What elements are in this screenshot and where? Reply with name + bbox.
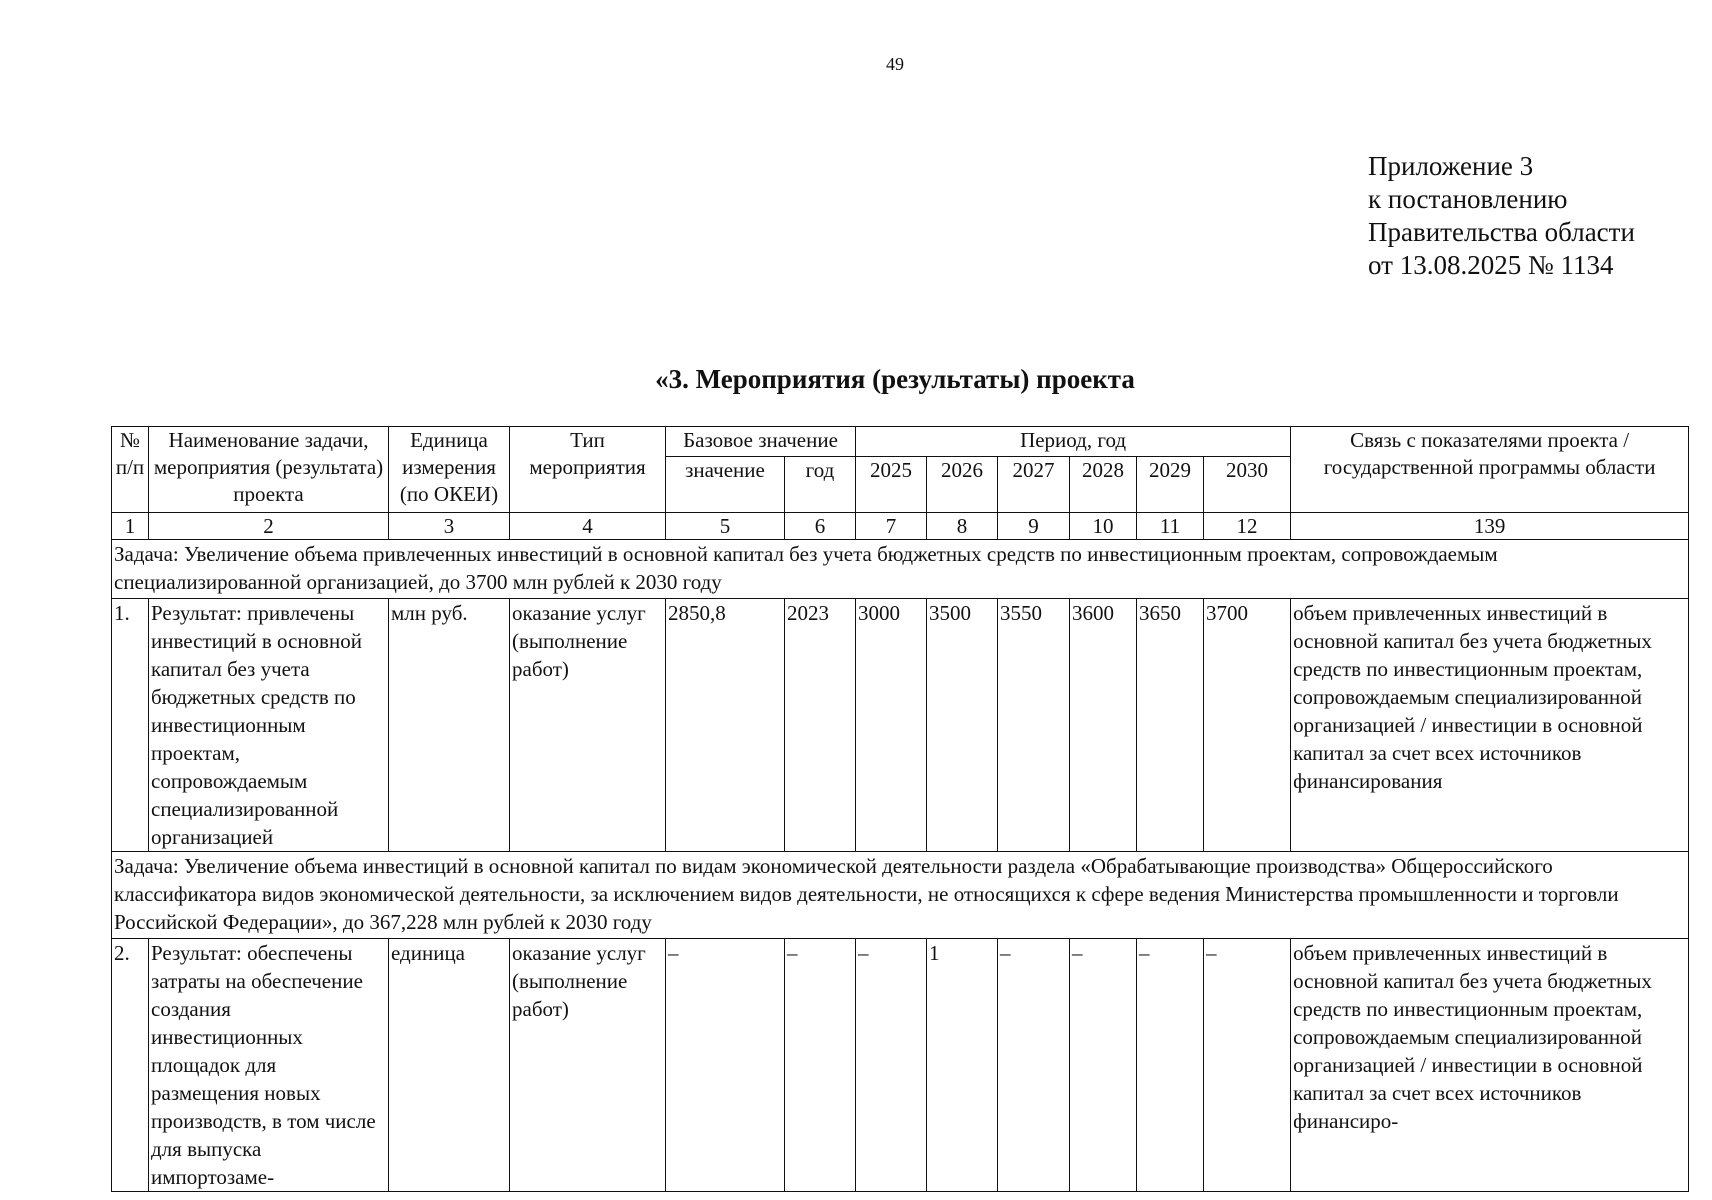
column-number: 1 (112, 513, 149, 540)
header-year: 2026 (927, 457, 998, 513)
appendix-line: от 13.08.2025 № 1134 (1368, 250, 1614, 280)
header-period: Период, год (856, 427, 1291, 457)
appendix-line: Правительства области (1368, 217, 1635, 247)
row-year-value: 3600 (1070, 599, 1137, 852)
header-base-year: год (785, 457, 856, 513)
row-year-value: – (856, 939, 927, 1192)
row-name: Результат: привлечены инвестиций в основной капитал без учета бюджетных средств по инвестиционным проектам, сопровождаемым специализированной организацией (149, 599, 389, 852)
row-year-value: 3700 (1204, 599, 1291, 852)
column-number: 10 (1070, 513, 1137, 540)
column-number: 6 (785, 513, 856, 540)
header-year: 2028 (1070, 457, 1137, 513)
row-type: оказание услуг (выполнение работ) (510, 939, 666, 1192)
header-type: Тип мероприятия (510, 427, 666, 513)
row-year-value: – (1137, 939, 1204, 1192)
row-unit: единица (389, 939, 510, 1192)
column-number: 4 (510, 513, 666, 540)
column-number: 12 (1204, 513, 1291, 540)
header-num: № п/п (112, 427, 149, 513)
row-num: 2. (112, 939, 149, 1192)
column-number: 2 (149, 513, 389, 540)
row-unit: млн руб. (389, 599, 510, 852)
row-base-year: – (785, 939, 856, 1192)
row-base-value: – (666, 939, 785, 1192)
row-year-value: – (1204, 939, 1291, 1192)
column-number: 9 (998, 513, 1070, 540)
header-year: 2030 (1204, 457, 1291, 513)
header-unit: Единица измерения (по ОКЕИ) (389, 427, 510, 513)
header-base: Базовое значение (666, 427, 856, 457)
task-row: Задача: Увеличение объема инвестиций в основной капитал по видам экономической деятельности раздела «Обрабатывающие производства» Общероссийского классификатора видов экономической деятельности, за исключением видов деятельности, не относящихся к сфере ведения Министерства промышленности и торговли Российской Федерации», до 367,228 млн рублей к 2030 году (112, 852, 1689, 939)
row-year-value: 3000 (856, 599, 927, 852)
row-type: оказание услуг (выполнение работ) (510, 599, 666, 852)
row-year-value: 3500 (927, 599, 998, 852)
activities-table (111, 426, 1689, 1192)
header-base-value: значение (666, 457, 785, 513)
row-link: объем привлеченных инвестиций в основной капитал без учета бюджетных средств по инвестиционным проектам, сопровождаемым специализированной организацией / инвестиции в основной капитал за счет всех источников финансиро- (1291, 939, 1689, 1192)
appendix-line: Приложение 3 (1368, 151, 1534, 181)
row-year-value: 1 (927, 939, 998, 1192)
column-number: 139 (1291, 513, 1689, 540)
row-name: Результат: обеспечены затраты на обеспечение создания инвестиционных площадок для размещения новых производств, в том числе для выпуска импортозаме- (149, 939, 389, 1192)
row-link: объем привлеченных инвестиций в основной капитал без учета бюджетных средств по инвестиционным проектам, сопровождаемым специализированной организацией / инвестиции в основной капитал за счет всех источников финансирования (1291, 599, 1689, 852)
header-year: 2025 (856, 457, 927, 513)
task-row: Задача: Увеличение объема привлеченных инвестиций в основной капитал без учета бюджетных средств по инвестиционным проектам, сопровождаемым специализированной организацией, до 3700 млн рублей к 2030 году (112, 540, 1689, 599)
column-number: 11 (1137, 513, 1204, 540)
column-number: 3 (389, 513, 510, 540)
column-number: 5 (666, 513, 785, 540)
header-year: 2029 (1137, 457, 1204, 513)
header-year: 2027 (998, 457, 1070, 513)
row-year-value: 3650 (1137, 599, 1204, 852)
row-year-value: – (1070, 939, 1137, 1192)
row-base-value: 2850,8 (666, 599, 785, 852)
row-year-value: 3550 (998, 599, 1070, 852)
appendix-block (1368, 150, 1635, 282)
header-name: Наименование задачи, мероприятия (результата) проекта (149, 427, 389, 513)
row-year-value: – (998, 939, 1070, 1192)
header-link: Связь с показателями проекта / государственной программы области (1291, 427, 1689, 513)
row-base-year: 2023 (785, 599, 856, 852)
column-number: 8 (927, 513, 998, 540)
page-number: 49 (886, 54, 904, 74)
appendix-line: к постановлению (1368, 184, 1568, 214)
section-title: «3. Мероприятия (результаты) проекта (655, 364, 1135, 394)
row-num: 1. (112, 599, 149, 852)
column-number: 7 (856, 513, 927, 540)
